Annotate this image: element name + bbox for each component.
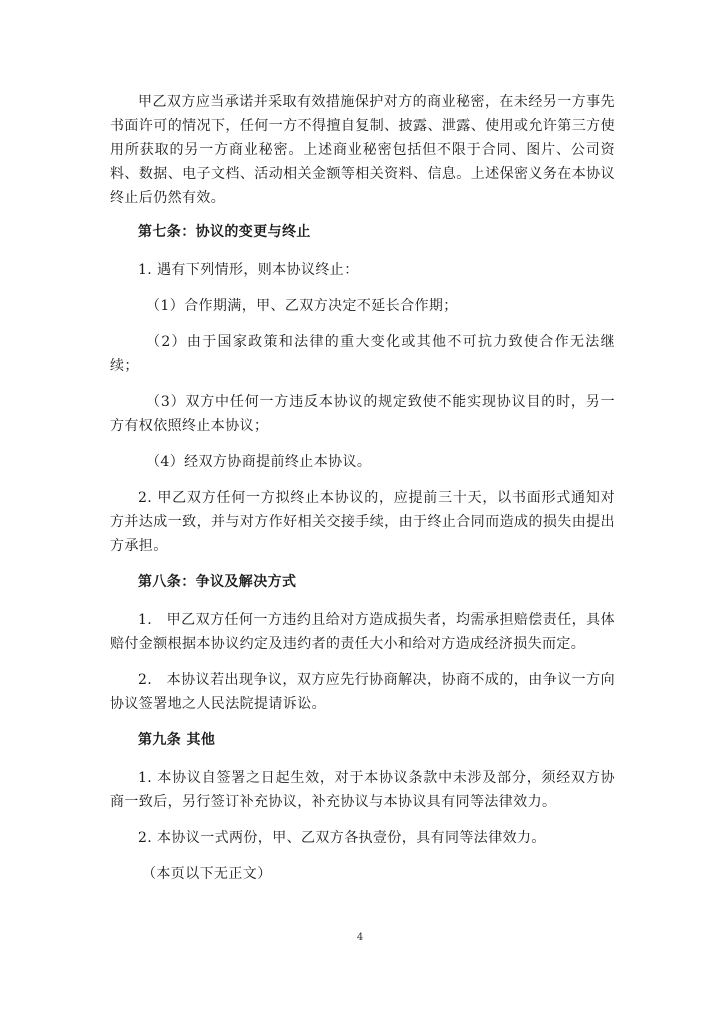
page-number: 4 — [356, 932, 364, 943]
confidentiality-paragraph: 甲乙双方应当承诺并采取有效措施保护对方的商业秘密，在未经另一方事先书面许可的情况下，任何一方不得擅自复制、披露、泄露、使用或允许第三方使用所获取的另一方商业秘密。上述商业秘密包括但不限于合同、图片、公司资料、数据、电子文档、活动相关金额等相关资料、信息。上述保密义务在本协议终止后仍然有效。 — [110, 94, 615, 206]
article-9-item-2: 2. 本协议一式两份，甲、乙双方各执壹份，具有同等法律效力。 — [138, 830, 546, 846]
article-9-item-1: 1. 本协议自签署之日起生效，对于本协议条款中未涉及部分，须经双方协商一致后，另行签订补充协议，补充协议与本协议具有同等法律效力。 — [110, 770, 615, 810]
article-7-item-1: 1. 遇有下列情形，则本协议终止： — [138, 262, 359, 278]
article-7-sub-3: （3）双方中任何一方违反本协议的规定致使不能实现协议目的时，另一方有权依照终止本协议； — [110, 394, 615, 434]
article-9-heading: 第九条 其他 — [138, 732, 216, 748]
article-8-item-1: 1. 甲乙双方任何一方违约且给对方造成损失者，均需承担赔偿责任，具体赔付金额根据本协议约定及违约者的责任大小和给对方造成经济损失而定。 — [110, 612, 615, 652]
article-7-item-2: 2. 甲乙双方任何一方拟终止本协议的，应提前三十天，以书面形式通知对方并达成一致，并与对方作好相关交接手续，由于终止合同而造成的损失由提出方承担。 — [110, 490, 615, 554]
document-body — [110, 90, 615, 886]
article-7-sub-4: （4）经双方协商提前终止本协议。 — [146, 454, 372, 470]
article-8-heading: 第八条：争议及解决方式 — [138, 574, 297, 590]
article-8-item-2: 2. 本协议若出现争议，双方应先行协商解决，协商不成的，由争议一方向协议签署地之人民法院提请诉讼。 — [110, 672, 615, 712]
article-7-sub-2: （2）由于国家政策和法律的重大变化或其他不可抗力致使合作无法继续； — [110, 334, 615, 374]
article-7-heading: 第七条：协议的变更与终止 — [138, 224, 311, 240]
end-of-text-note: （本页以下无正文） — [142, 866, 272, 882]
article-7-sub-1: （1）合作期满，甲、乙双方决定不延长合作期； — [146, 298, 458, 314]
